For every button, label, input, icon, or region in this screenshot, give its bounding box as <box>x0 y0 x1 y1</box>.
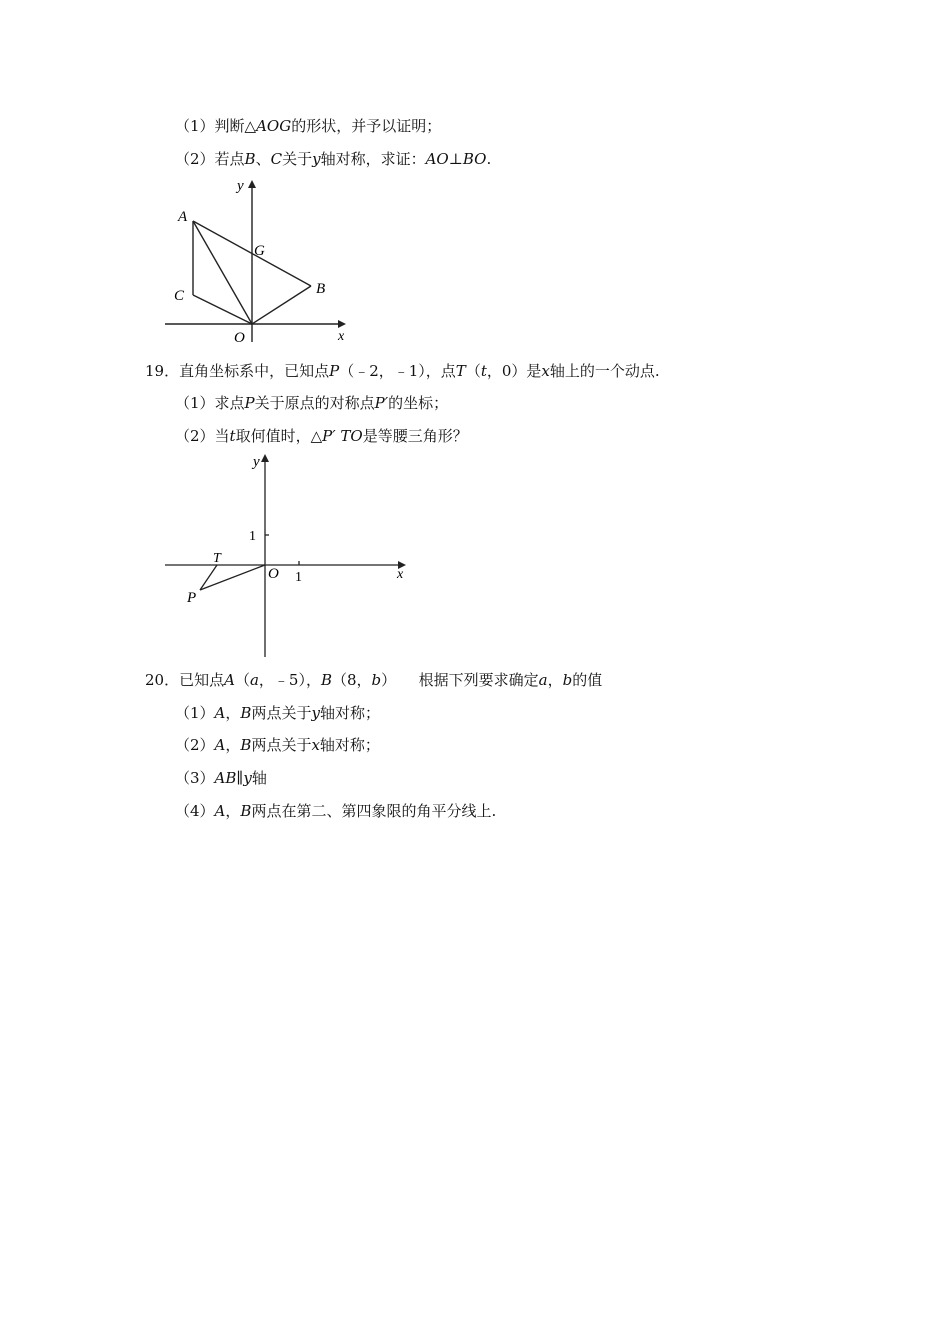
label-x: x <box>397 567 404 582</box>
segment-ao: AO <box>425 150 449 168</box>
text: （1） <box>175 704 215 722</box>
q18-part1 <box>175 115 441 137</box>
q19-stem <box>145 360 660 382</box>
text: 关于原点的对称点 <box>254 394 375 412</box>
axis-y: y <box>243 769 252 787</box>
q20-stem <box>145 669 602 691</box>
label-o: O <box>268 566 279 582</box>
period: . <box>486 150 492 168</box>
segment-ao-line <box>193 221 252 324</box>
parallel-symbol: ∥ <box>236 769 244 787</box>
q20-part1 <box>175 702 380 724</box>
y-axis-arrow-icon <box>248 180 256 188</box>
label-p: P <box>187 590 197 606</box>
text: （1）求点 <box>175 394 245 412</box>
label-t: T <box>213 551 221 566</box>
text: 两点关于 <box>251 704 312 722</box>
label-b: B <box>316 281 326 297</box>
point-b: B <box>240 704 252 722</box>
segment-po-line <box>200 565 265 590</box>
text: （2）当 <box>175 427 230 445</box>
text: 的坐标； <box>388 394 449 412</box>
question-number: 19． <box>145 362 180 380</box>
point-b: B <box>240 802 252 820</box>
sep: ， <box>225 802 241 820</box>
point-b: B <box>320 671 332 689</box>
point-p: P <box>244 394 255 412</box>
y-axis-arrow-icon <box>261 454 269 462</box>
text: ，0）是 <box>486 362 542 380</box>
point-b: B <box>240 736 252 754</box>
text: 取何值时，△ <box>235 427 323 445</box>
text: 两点在第二、第四象限的角平分线上. <box>251 802 497 820</box>
text: （4） <box>175 802 215 820</box>
point-a: A <box>214 802 226 820</box>
q18-part2-prefix: （2）若点 <box>175 150 245 168</box>
label-x: x <box>338 329 345 344</box>
label-y: y <box>237 178 244 194</box>
text: ） 根据下列要求确定 <box>381 671 539 689</box>
text: 已知点 <box>179 671 225 689</box>
point-p: P <box>329 362 340 380</box>
sep: ， <box>225 736 241 754</box>
axis-x: x <box>541 362 550 380</box>
label-c: C <box>174 288 185 304</box>
q19-figure <box>160 450 415 662</box>
point-a: A <box>214 736 226 754</box>
triangle-aog: AOG <box>256 117 292 135</box>
q18-part1-suffix: 的形状，并予以证明； <box>291 117 442 135</box>
var-b: b <box>562 671 573 689</box>
sep: ， <box>225 704 241 722</box>
q20-part3 <box>175 767 267 789</box>
point-t: T <box>455 362 466 380</box>
label-o: O <box>234 330 245 346</box>
text: 轴对称； <box>319 736 380 754</box>
text: 轴上的一个动点. <box>549 362 660 380</box>
axis-x: x <box>311 736 320 754</box>
triangle-pto: P′ TO <box>322 427 363 445</box>
text: 直角坐标系中，已知点 <box>179 362 330 380</box>
point-b: B <box>244 150 256 168</box>
text: 轴对称，求证： <box>320 150 426 168</box>
label-one-x: 1 <box>295 570 302 585</box>
var-b: b <box>371 671 382 689</box>
axis-y: y <box>311 704 320 722</box>
text: 的值 <box>572 671 603 689</box>
label-a: A <box>178 209 188 225</box>
text: （8， <box>332 671 372 689</box>
text: （﹣2，﹣1），点 <box>339 362 456 380</box>
segment-bo-line <box>252 286 311 324</box>
point-a: A <box>214 704 226 722</box>
text: 两点关于 <box>251 736 312 754</box>
text: ， <box>547 671 563 689</box>
q19-part1 <box>175 392 448 414</box>
segment-bo: BO <box>462 150 487 168</box>
text: （ <box>234 671 250 689</box>
text: （ <box>465 362 481 380</box>
q19-part2 <box>175 425 468 447</box>
text: 关于 <box>282 150 313 168</box>
question-number: 20． <box>145 671 180 689</box>
label-y: y <box>253 454 260 470</box>
text: 轴对称； <box>319 704 380 722</box>
perp-symbol: ⊥ <box>448 150 463 168</box>
q20-part4 <box>175 800 496 822</box>
label-g: G <box>254 243 265 259</box>
q18-figure <box>160 172 360 347</box>
sep: 、 <box>255 150 271 168</box>
point-c: C <box>270 150 283 168</box>
q18-part1-prefix: （1）判断△ <box>175 117 257 135</box>
text: （2） <box>175 736 215 754</box>
var-t: t <box>229 427 236 445</box>
text: 是等腰三角形？ <box>362 427 468 445</box>
label-one-y: 1 <box>249 529 256 544</box>
axis-y: y <box>312 150 321 168</box>
q20-part2 <box>175 734 380 756</box>
text: 轴 <box>251 769 267 787</box>
text: （3） <box>175 769 215 787</box>
x-axis-arrow-icon <box>338 320 346 328</box>
segment-ab: AB <box>214 769 237 787</box>
var-a: a <box>249 671 259 689</box>
q18-part2 <box>175 148 491 170</box>
point-a: A <box>224 671 235 689</box>
point-p-prime: P′ <box>374 394 389 412</box>
text: ，﹣5）， <box>258 671 321 689</box>
var-t: t <box>480 362 487 380</box>
var-a: a <box>538 671 548 689</box>
